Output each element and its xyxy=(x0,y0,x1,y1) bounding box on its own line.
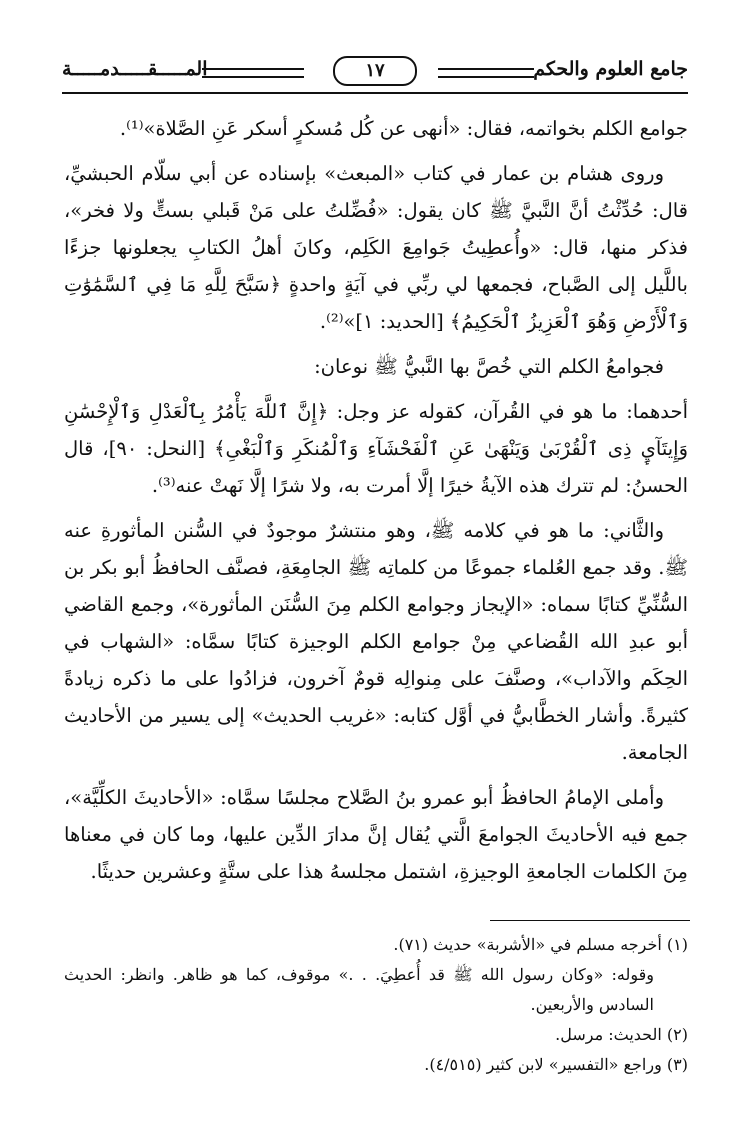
book-title: جامع العلوم والحكم xyxy=(533,58,688,80)
running-header xyxy=(62,56,688,90)
paragraph: وروى هشام بن عمار في كتاب «المبعث» بإسناده عن أبي سلّام الحبشيِّ، قال: حُدِّثْتُ أنَّ النَّبيَّ ﷺ كان يقول: «فُضِّلتُ على مَنْ قَبلي بستٍّ ولا فخر»، فذكر منها، قال: «وأُعطِيتُ جَوامِعَ الكَلِم، وكانَ أهلُ الكتابِ يجعلونها جزءًا باللَّيل إلى الصَّباح، فجمعها لي ربِّي في آيَةٍ واحدةٍ ﴿سَبَّحَ لِلَّهِ مَا فِي ٱلسَّمَٰوَٰتِ وَٱلْأَرْضِ وَهُوَ ٱلْعَزِيزُ ٱلْحَكِيمُ﴾ [الحديد: ١]»⁽²⁾. xyxy=(64,162,688,333)
footnote-1: (١) أخرجه مسلم في «الأشربة» حديث (٧١). xyxy=(393,935,688,954)
footnote-divider xyxy=(490,920,690,921)
footnote-2: (٢) الحديث: مرسل. xyxy=(555,1025,688,1044)
footnote-1-continued: وقوله: «وكان رسول الله ﷺ قد أُعطِيَ. . .» موقوف، كما هو ظاهر. وانظر: الحديث السادس والأربعين. xyxy=(64,965,654,1014)
paragraph: جوامع الكلم بخواتمه، فقال: «أنهى عن كُل مُسكرٍ أسكر عَنِ الصَّلاة»⁽¹⁾. xyxy=(119,117,688,140)
main-text xyxy=(64,110,688,898)
paragraph: وأملى الإمامُ الحافظُ أبو عمرو بنُ الصَّلاح مجلسًا سمَّاه: «الأحاديثَ الكلِّيَّة»، جمع فيه الأحاديثَ الجوامعَ الَّتي يُقال إنَّ مدارَ الدِّين عليها، وما كان في معناها مِنَ الكلمات الجامعةِ الوجيزةِ، اشتمل مجلسهُ هذا على ستَّةٍ وعشرين حديثًا. xyxy=(64,786,688,883)
header-ornament-rule-right xyxy=(438,68,534,78)
paragraph: أحدهما: ما هو في القُرآن، كقوله عز وجل: ﴿إِنَّ ٱللَّهَ يَأْمُرُ بِٱلْعَدْلِ وَٱلْإِحْسَٰنِ وَإِيتَآيِٕ ذِى ٱلْقُرْبَىٰ وَيَنْهَىٰ عَنِ ٱلْفَحْشَآءِ وَٱلْمُنكَرِ وَٱلْبَغْىِ﴾ [النحل: ٩٠]، قال الحسنُ: لم تترك هذه الآيةُ خيرًا إلَّا أمرت به، ولا شرًا إلَّا نَهتْ عنه⁽³⁾. xyxy=(64,400,689,497)
paragraph: والثَّاني: ما هو في كلامه ﷺ، وهو منتشرٌ موجودٌ في السُّنن المأثورةِ عنه ﷺ. وقد جمع العُلماء جموعًا من كلماتِه ﷺ الجامِعَةِ، فصنَّف الحافظُ أبو بكر بن السُّنِّيِّ كتابًا سماه: «الإيجاز وجوامع الكلم مِنَ السُّنَن المأثورة»، وجمع القاضي أبو عبدِ الله القُضاعي مِنْ جوامع الكلم الوجيزة كتابًا سمَّاه: «الشهاب في الحِكَم والآداب»، وصنَّفَ على مِنوالِه قومٌ آخرون، فزادُوا على ما ذكره زيادةً كثيرةً. وأشار الخطَّابيُّ في أوَّل كتابه: «غريب الحديث» إلى يسير من الأحاديث الجامعة. xyxy=(64,519,689,764)
footnote-3: (٣) وراجع «التفسير» لابن كثير (٤/٥١٥). xyxy=(424,1055,688,1074)
header-divider xyxy=(62,92,688,94)
section-title: المـــــقـــــدمـــــة xyxy=(62,58,208,80)
page-number: ١٧ xyxy=(333,56,417,86)
footnotes xyxy=(64,930,688,1080)
paragraph: فجوامعُ الكلم التي خُصَّ بها النَّبيُّ ﷺ نوعان: xyxy=(314,355,664,378)
header-ornament-rule-left xyxy=(202,68,304,78)
